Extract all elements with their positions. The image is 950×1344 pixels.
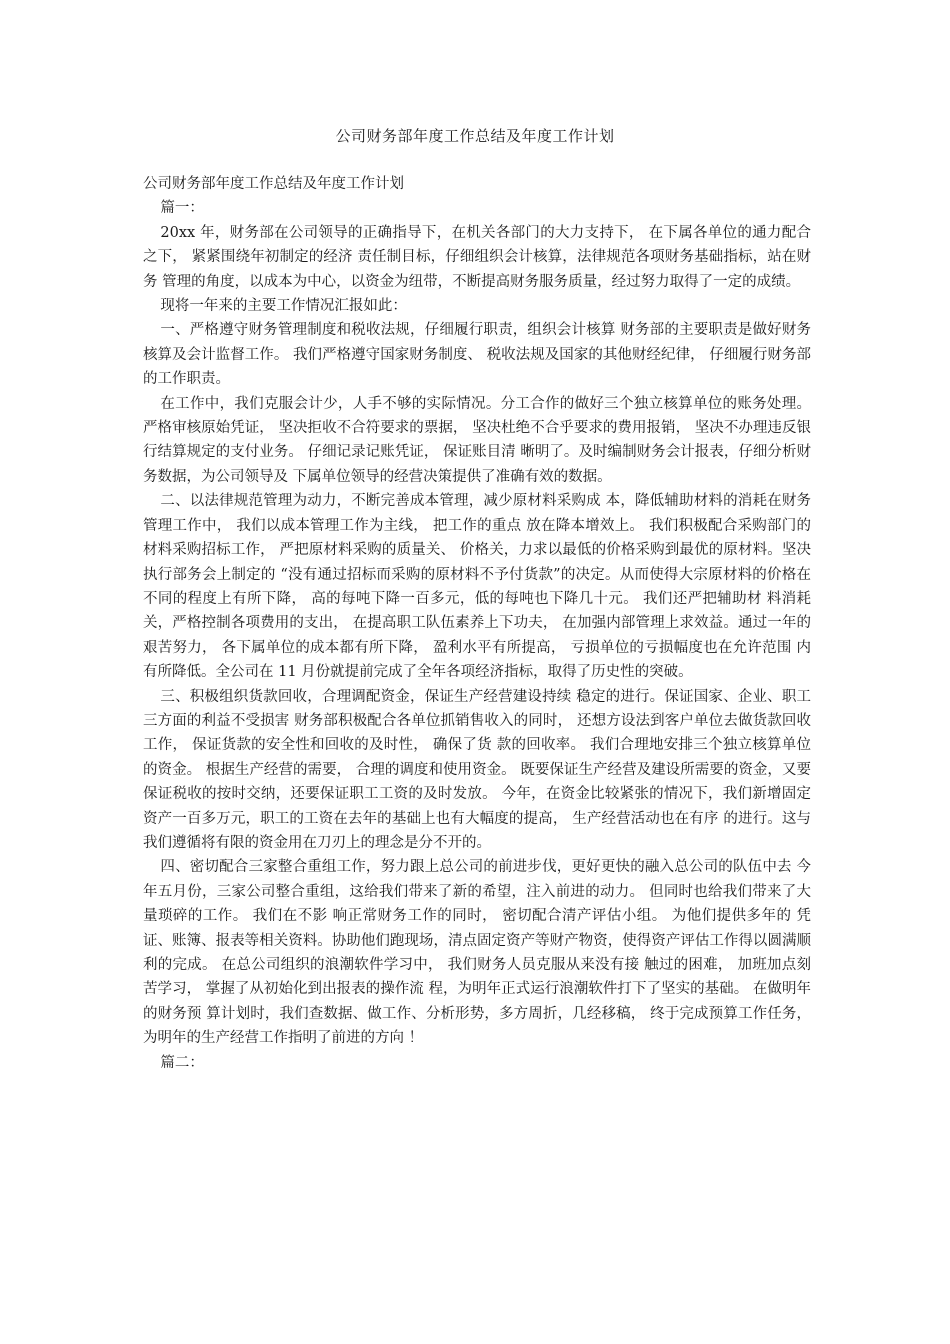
document-body <box>143 172 811 1075</box>
paragraph-point-one: 一、严格遵守财务管理制度和税收法规，仔细履行职责，组织会计核算 财务部的主要职责是做好财务核算及会计监督工作。 我们严格遵守国家财务制度、 税收法规及国家的其他财经纪律， 仔细履行财务部 的工作职责。 <box>143 322 811 388</box>
document-subtitle: 公司财务部年度工作总结及年度工作计划 <box>143 176 404 192</box>
paragraph-report-lead: 现将一年来的主要工作情况汇报如此： <box>160 298 407 315</box>
paragraph-point-three: 三、积极组织货款回收，合理调配资金，保证生产经营建设持续 稳定的进行。保证国家、企业、职工三方面的利益不受损害 财务部积极配合各单位抓销售收入的同时， 还想方设法到客户单位去做货款回收工作， 保证货款的安全性和回收的及时性， 确保了货 款的回收率。 我们合理地安排三个独立核算单位的资金。 根据生产经营的需要， 合理的调度和使用资金。 既要保证生产经营及建设所需要的资金，又要保证税收的按时交纳，还要保证职工工资的及时发放。 今年，在资金比较紧张的情况下，我们新增固定资产一百多万元，职工的工资在去年的基础上也有大幅度的提高， 生产经营活动也在有序 的进行。这与我们遵循将有限的资金用在刀刃上的理念是分不开的。 <box>143 688 811 851</box>
document-title: 公司财务部年度工作总结及年度工作计划 <box>335 127 615 145</box>
paragraph-intro: 20xx 年，财务部在公司领导的正确指导下，在机关各部门的大力支持下， 在下属各单位的通力配合之下， 紧紧围绕年初制定的经济 责任制目标，仔细组织会计核算，法律规范各项财务基础指标，站在财务 管理的角度，以成本为中心，以资金为纽带，不断提高财务服务质量，经过努力取得了一定的成绩。 <box>143 224 811 290</box>
section-one-label: 篇一： <box>160 200 204 217</box>
paragraph-point-two: 二、以法律规范管理为动力，不断完善成本管理，减少原材料采购成 本，降低辅助材料的消耗在财务管理工作中， 我们以成本管理工作为主线， 把工作的重点 放在降本增效上。 我们积极配合采购部门的材料采购招标工作， 严把原材料采购的质量关、 价格关，力求以最低的价格采购到最优的原材料。坚决执行部务会上制定的 “没有通过招标而采购的原材料不予付货款”的决定。从而使得大宗原材料的价格在不同的程度上有所下降， 高的每吨下降一百多元，低的每吨也下降几十元。 我们还严把辅助材 料消耗关，严格控制各项费用的支出， 在提高职工队伍素养上下功夫， 在加强内部管理上求效益。通过一年的艰苦努力， 各下属单位的成本都有所下降， 盈利水平有所提高， 亏损单位的亏损幅度也在允许范围 内有所降低。全公司在 11 月份就提前完成了全年各项经济指标，取得了历史性的突破。 <box>143 493 811 681</box>
paragraph-point-one-detail: 在工作中，我们克服会计少，人手不够的实际情况。分工合作的做好三个独立核算单位的账务处理。 严格审核原始凭证， 坚决拒收不合符要求的票据， 坚决杜绝不合乎要求的费用报销， 坚决不办理违反银行结算规定的支付业务。 仔细记录记账凭证， 保证账目清 晰明了。及时编制财务会计报表，仔细分析财务数据，为公司领导及 下属单位领导的经营决策提供了准确有效的数据。 <box>143 395 811 485</box>
section-two-label: 篇二： <box>160 1054 204 1071</box>
paragraph-point-four: 四、密切配合三家整合重组工作，努力跟上总公司的前进步伐，更好更快的融入总公司的队伍中去 今年五月份，三家公司整合重组，这给我们带来了新的希望，注入前进的动力。 但同时也给我们带来了大量琐碎的工作。 我们在不影 响正常财务工作的同时， 密切配合清产评估小组。 为他们提供多年的 凭证、账簿、报表等相关资料。协助他们跑现场，清点固定资产等财产物资，使得资产评估工作得以圆满顺利的完成。 在总公司组织的浪潮软件学习中， 我们财务人员克服从来没有接 触过的困难， 加班加点刻苦学习， 掌握了从初始化到出报表的操作流 程，为明年正式运行浪潮软件打下了坚实的基础。 在做明年的财务预 算计划时，我们查数据、做工作、分析形势，多方周折，几经移稿， 终于完成预算工作任务，为明年的生产经营工作指明了前进的方向 ！ <box>143 859 811 1047</box>
